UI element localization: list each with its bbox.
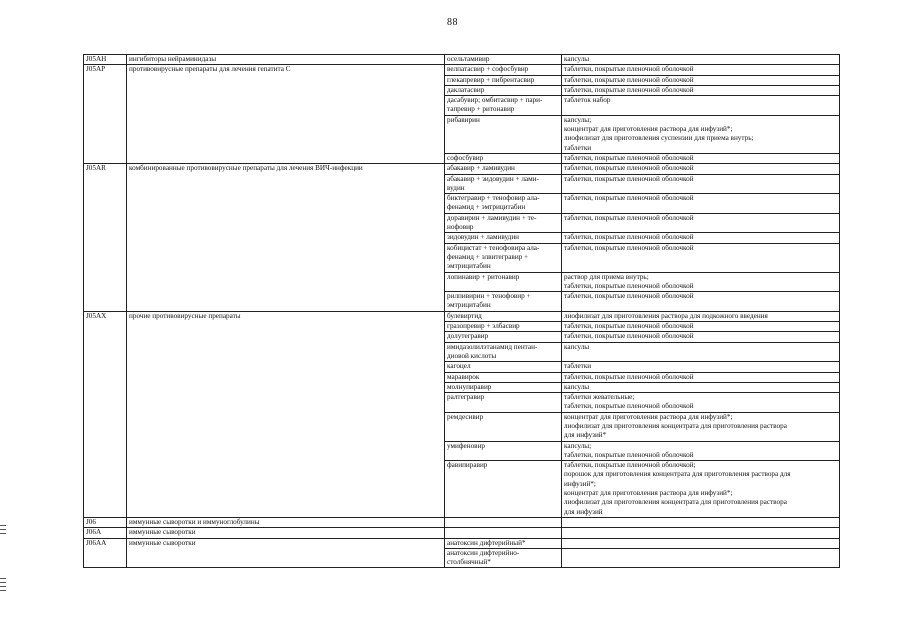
drug-name-cell: фавипиравир <box>445 461 562 518</box>
drug-name-cell: гразопревир + элбасвир <box>445 322 562 332</box>
dosage-form-cell: таблетки жевательные; таблетки, покрытые пленочной оболочкой <box>562 393 840 413</box>
atc-code-cell: J06A <box>84 528 127 538</box>
dosage-form-cell: таблетки, покрытые пленочной оболочкой <box>562 85 840 95</box>
atc-code-cell: J05AX <box>84 311 127 517</box>
dosage-form-cell: таблетки, покрытые пленочной оболочкой <box>562 213 840 233</box>
drug-list-table <box>83 54 840 568</box>
dosage-form-cell: капсулы <box>562 382 840 392</box>
dosage-form-cell: капсулы; таблетки, покрытые пленочной оболочкой <box>562 441 840 461</box>
drug-name-cell: кобицистат + тенофовира ала- фенамид + элвитегравир + эмтрицитабин <box>445 243 562 272</box>
dosage-form-cell: лиофилизат для приготовления раствора для подкожного введения <box>562 311 840 321</box>
drug-name-cell: даклатасвир <box>445 85 562 95</box>
dosage-form-cell: концентрат для приготовления раствора для инфузий*; лиофилизат для приготовления концентрата для приготовления раствора для инфузий* <box>562 412 840 441</box>
left-margin-marks <box>0 525 10 537</box>
dosage-form-cell: таблетки, покрытые пленочной оболочкой <box>562 65 840 75</box>
table-row <box>84 538 840 548</box>
table-row <box>84 517 840 527</box>
dosage-form-cell: раствор для приема внутрь; таблетки, покрытые пленочной оболочкой <box>562 272 840 292</box>
dosage-form-cell <box>562 548 840 568</box>
dosage-form-cell: таблетки, покрытые пленочной оболочкой <box>562 153 840 163</box>
drug-name-cell: анатоксин дифтерийный* <box>445 538 562 548</box>
drug-name-cell: зидовудин + ламивудин <box>445 233 562 243</box>
drug-name-cell: рибавирин <box>445 115 562 153</box>
dosage-form-cell: таблетки, покрытые пленочной оболочкой; порошок для приготовления концентрата для приготовления раствора для инфузий*; концентрат для приготовления раствора для инфузий*; лиофилизат для приготовления концентрата для приготовления раствора для инфузий <box>562 461 840 518</box>
anatomical-therapeutic-group-cell: иммунные сыворотки <box>127 538 445 568</box>
drug-name-cell: дасабувир; омбитасвир + пари- тапревир + ритонавир <box>445 96 562 116</box>
drug-name-cell <box>445 517 562 527</box>
dosage-form-cell: таблетки, покрытые пленочной оболочкой <box>562 243 840 272</box>
drug-name-cell: велпатасвир + софосбувир <box>445 65 562 75</box>
dosage-form-cell: капсулы <box>562 55 840 65</box>
dosage-form-cell: капсулы <box>562 342 840 362</box>
drug-name-cell: рилпивирин + тенофовир + эмтрицитабин <box>445 292 562 312</box>
dosage-form-cell: таблетки, покрытые пленочной оболочкой <box>562 322 840 332</box>
dosage-form-cell: таблетки, покрытые пленочной оболочкой <box>562 292 840 312</box>
drug-name-cell: кагоцел <box>445 362 562 372</box>
anatomical-therapeutic-group-cell: комбинированные противовирусные препараты для лечения ВИЧ-инфекции <box>127 164 445 311</box>
table-row <box>84 528 840 538</box>
drug-name-cell: лопинавир + ритонавир <box>445 272 562 292</box>
dosage-form-cell: таблетки, покрытые пленочной оболочкой <box>562 372 840 382</box>
anatomical-therapeutic-group-cell: ингибиторы нейраминидазы <box>127 55 445 65</box>
atc-code-cell: J06 <box>84 517 127 527</box>
table-row <box>84 65 840 75</box>
dosage-form-cell: таблетки, покрытые пленочной оболочкой <box>562 332 840 342</box>
drug-name-cell: имидазолилэтанамид пентан- диовой кислоты <box>445 342 562 362</box>
table-row <box>84 164 840 174</box>
dosage-form-cell: таблетки, покрытые пленочной оболочкой <box>562 75 840 85</box>
dosage-form-cell <box>562 528 840 538</box>
dosage-form-cell: таблетки, покрытые пленочной оболочкой <box>562 194 840 214</box>
dosage-form-cell <box>562 538 840 548</box>
drug-name-cell: умифеновир <box>445 441 562 461</box>
dosage-form-cell: таблеток набор <box>562 96 840 116</box>
drug-name-cell: ремдесивир <box>445 412 562 441</box>
drug-name-cell: абакавир + ламивудин <box>445 164 562 174</box>
page-number: 88 <box>447 17 458 28</box>
drug-name-cell: маравирок <box>445 372 562 382</box>
atc-code-cell: J06AA <box>84 538 127 568</box>
left-margin-marks-lower <box>0 578 10 594</box>
atc-code-cell: J05AP <box>84 65 127 164</box>
drug-name-cell: софосбувир <box>445 153 562 163</box>
anatomical-therapeutic-group-cell: прочие противовирусные препараты <box>127 311 445 517</box>
drug-name-cell: анатоксин дифтерийно- столбнячный* <box>445 548 562 568</box>
drug-list-table-body <box>84 55 840 568</box>
atc-code-cell: J05AR <box>84 164 127 311</box>
drug-name-cell <box>445 528 562 538</box>
drug-name-cell: долутегравир <box>445 332 562 342</box>
drug-name-cell: абакавир + зидовудин + лами- вудин <box>445 174 562 194</box>
drug-list-table-container <box>83 54 839 568</box>
drug-name-cell: осельтамивир <box>445 55 562 65</box>
drug-name-cell: биктегравир + тенофовир ала- фенамид + эмтрицитабин <box>445 194 562 214</box>
dosage-form-cell <box>562 517 840 527</box>
table-row <box>84 55 840 65</box>
drug-name-cell: глекапревир + пибрентасвир <box>445 75 562 85</box>
atc-code-cell: J05AH <box>84 55 127 65</box>
drug-name-cell: ралтегравир <box>445 393 562 413</box>
dosage-form-cell: таблетки, покрытые пленочной оболочкой <box>562 233 840 243</box>
drug-name-cell: булевиртид <box>445 311 562 321</box>
anatomical-therapeutic-group-cell: противовирусные препараты для лечения гепатита С <box>127 65 445 164</box>
drug-name-cell: доравирин + ламивудин + те- нофовир <box>445 213 562 233</box>
anatomical-therapeutic-group-cell: иммунные сыворотки <box>127 528 445 538</box>
table-row <box>84 311 840 321</box>
dosage-form-cell: таблетки <box>562 362 840 372</box>
anatomical-therapeutic-group-cell: иммунные сыворотки и иммуноглобулины <box>127 517 445 527</box>
drug-name-cell: молнупиравир <box>445 382 562 392</box>
dosage-form-cell: таблетки, покрытые пленочной оболочкой <box>562 174 840 194</box>
dosage-form-cell: таблетки, покрытые пленочной оболочкой <box>562 164 840 174</box>
dosage-form-cell: капсулы; концентрат для приготовления раствора для инфузий*; лиофилизат для приготовления суспензии для приема внутрь; таблетки <box>562 115 840 153</box>
